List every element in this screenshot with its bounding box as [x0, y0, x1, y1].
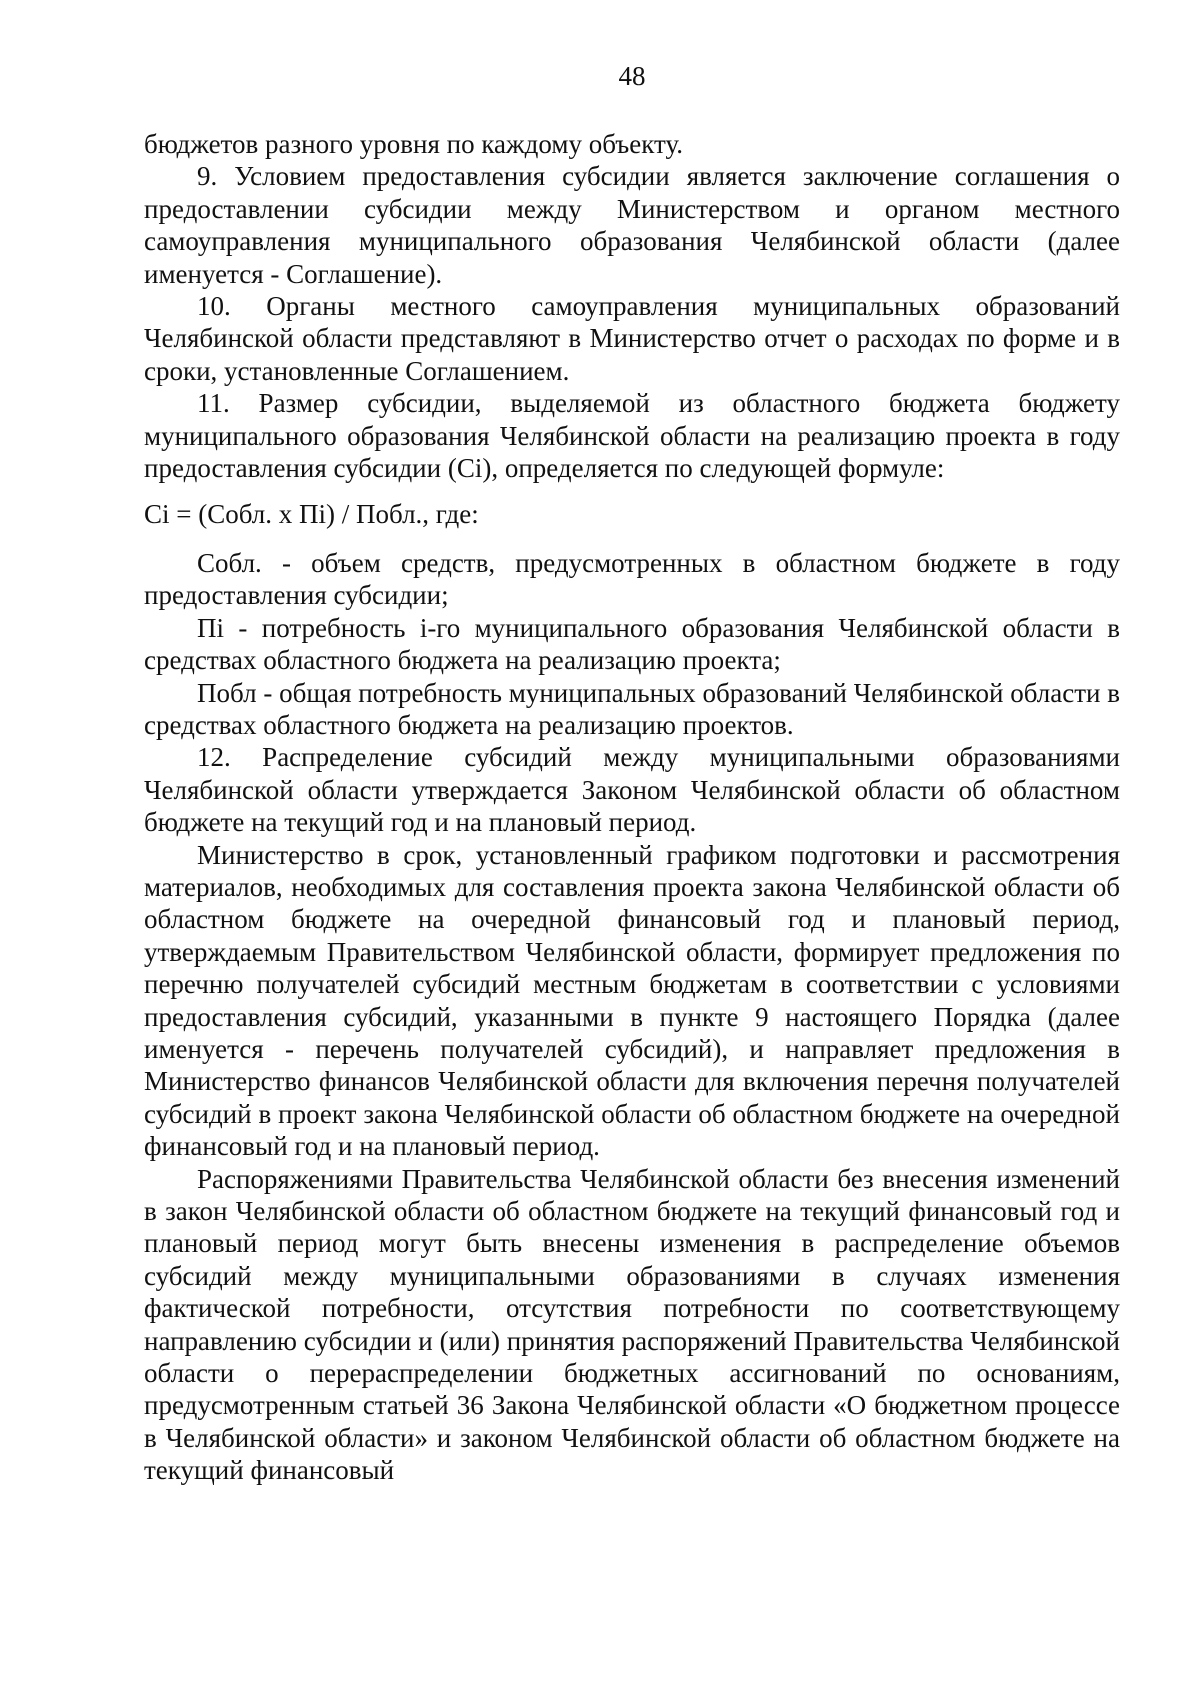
paragraph-ministry-proposals: Министерство в срок, установленный графиком подготовки и рассмотрения материалов, необходимых для составления проекта закона Челябинской области об областном бюджете на очередной финансовый год и плановый период, утверждаемым Правительством Челябинской области, формирует предложения по перечню получателей субсидий местным бюджетам в соответствии с условиями предоставления субсидий, указанными в пункте 9 настоящего Порядка (далее именуется - перечень получателей субсидий), и направляет предложения в Министерство финансов Челябинской области для включения перечня получателей субсидий в проект закона Челябинской области об областном бюджете на очередной финансовый год и на плановый период. — [144, 839, 1120, 1162]
page-number: 48 — [618, 61, 646, 91]
paragraph-continuation: бюджетов разного уровня по каждому объекту. — [144, 129, 683, 159]
document-body — [144, 128, 1120, 1487]
paragraph-definition-sobl: Собл. - объем средств, предусмотренных в областном бюджете в году предоставления субсидии; — [144, 547, 1120, 611]
paragraph-clause-12: 12. Распределение субсидий между муниципальными образованиями Челябинской области утверждается Законом Челябинской области об областном бюджете на текущий год и на плановый период. — [144, 742, 1120, 838]
formula: Сi = (Собл. x Пi) / Побл., где: — [144, 499, 479, 530]
paragraph-clause-10: 10. Органы местного самоуправления муниципальных образований Челябинской области представляют в Министерство отчет о расходах по форме и в сроки, установленные Соглашением. — [144, 291, 1120, 386]
paragraph-definition-pi: Пi - потребность i-го муниципального образования Челябинской области в средствах областного бюджета на реализацию проекта; — [144, 612, 1120, 676]
paragraph-clause-11: 11. Размер субсидии, выделяемой из областного бюджета бюджету муниципального образования Челябинской области на реализацию проекта в году предоставления субсидии (Сi), определяется по следующей формуле: — [144, 388, 1120, 484]
paragraph-government-orders: Распоряжениями Правительства Челябинской области без внесения изменений в закон Челябинской области об областном бюджете на текущий финансовый год и плановый период могут быть внесены изменения в распределение объемов субсидий между муниципальными образованиями в случаях изменения фактической потребности, отсутствия потребности по соответствующему направлению субсидии и (или) принятия распоряжений Правительства Челябинской области о перераспределении бюджетных ассигнований по основаниям, предусмотренным статьей 36 Закона Челябинской области «О бюджетном процессе в Челябинской области» и законом Челябинской области об областном бюджете на текущий финансовый — [144, 1163, 1120, 1486]
paragraph-clause-9: 9. Условием предоставления субсидии является заключение соглашения о предоставлении субсидии между Министерством и органом местного самоуправления муниципального образования Челябинской области (далее именуется - Соглашение). — [144, 161, 1120, 289]
paragraph-definition-pobl: Побл - общая потребность муниципальных образований Челябинской области в средствах областного бюджета на реализацию проектов. — [144, 677, 1120, 740]
